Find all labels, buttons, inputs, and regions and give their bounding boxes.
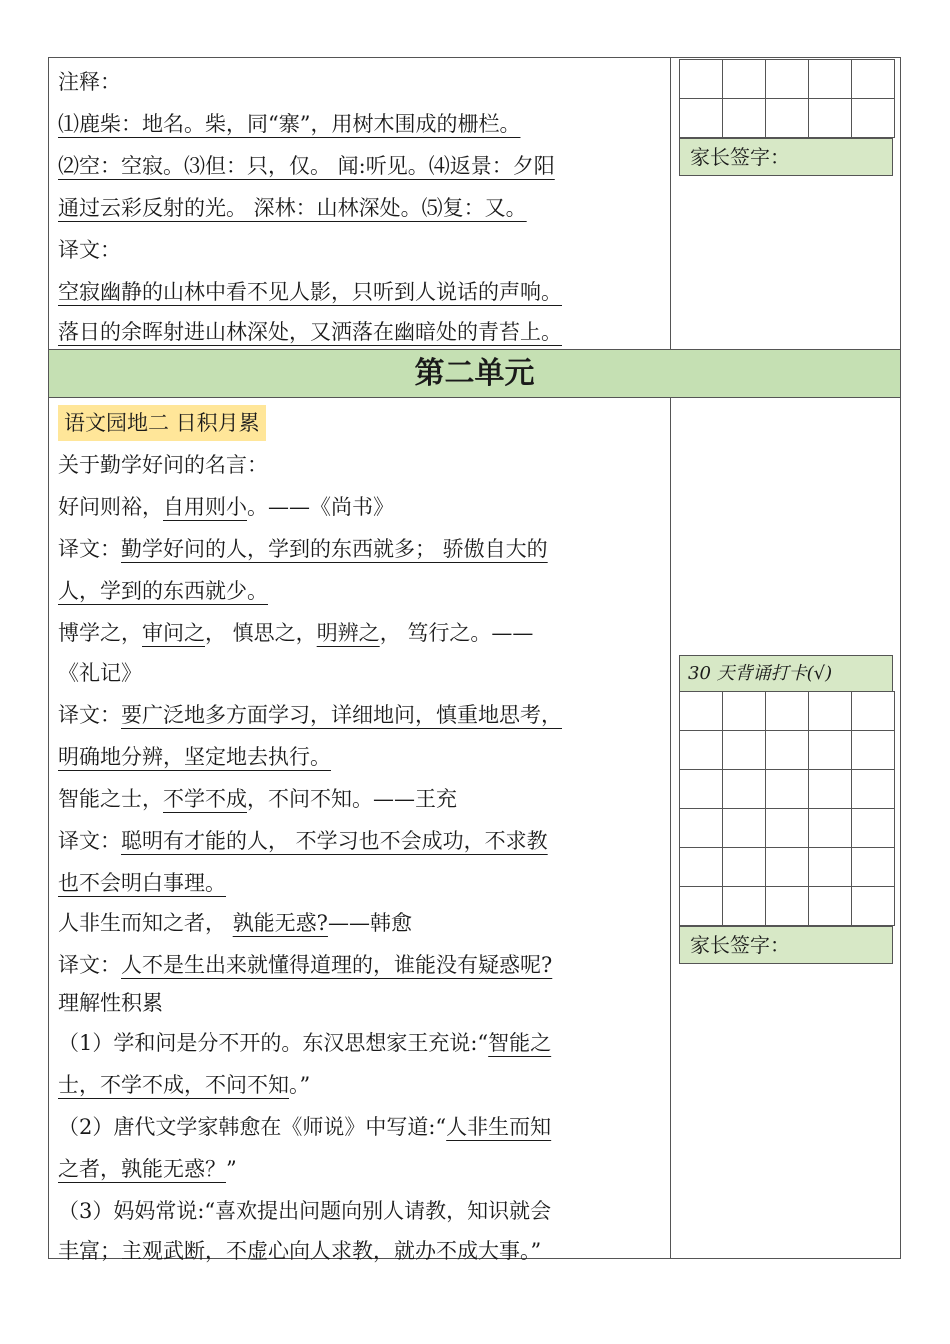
checkin-cell[interactable] bbox=[723, 770, 766, 809]
quote-line: 好问则裕，自用则小。——《尚书》 bbox=[58, 495, 394, 519]
checkin-cell[interactable] bbox=[723, 887, 766, 926]
checkin-grid-main bbox=[679, 691, 895, 926]
checkin-cell[interactable] bbox=[723, 809, 766, 848]
translation-line: 明确地分辨，坚定地去执行。 bbox=[58, 745, 331, 769]
subheading: 理解性积累 bbox=[58, 991, 163, 1015]
unit-title: 第二单元 bbox=[48, 349, 901, 398]
exercise-line: （3）妈妈常说:“喜欢提出问题向别人请教，知识就会 bbox=[58, 1199, 552, 1223]
checkin-cell[interactable] bbox=[852, 60, 895, 99]
checkin-cell[interactable] bbox=[680, 848, 723, 887]
checkin-cell[interactable] bbox=[766, 770, 809, 809]
exercise-line: （1）学和问是分不开的。东汉思想家王充说:“智能之 bbox=[58, 1031, 552, 1055]
translation-line: 译文：要广泛地多方面学习，详细地问，慎重地思考， bbox=[58, 703, 562, 727]
translation-line: 译文：勤学好问的人，学到的东西就多； 骄傲自大的 bbox=[58, 537, 548, 561]
checkin-cell[interactable] bbox=[723, 848, 766, 887]
checkin-cell[interactable] bbox=[766, 887, 809, 926]
parent-sign-top[interactable]: 家长签字： bbox=[679, 138, 893, 176]
section-tag bbox=[58, 403, 266, 443]
checkin-cell[interactable] bbox=[766, 731, 809, 770]
checkin-cell[interactable] bbox=[766, 809, 809, 848]
intro: 关于勤学好问的名言： bbox=[58, 453, 268, 477]
translation-line: 也不会明白事理。 bbox=[58, 871, 226, 895]
checkin-cell[interactable] bbox=[852, 692, 895, 731]
checkin-label: 30 天背诵打卡(√) bbox=[679, 655, 893, 692]
checkin-cell[interactable] bbox=[809, 731, 852, 770]
checkin-cell[interactable] bbox=[723, 731, 766, 770]
checkin-cell[interactable] bbox=[680, 60, 723, 99]
quote-line: 人非生而知之者， 孰能无惑?——韩愈 bbox=[58, 911, 412, 935]
checkin-cell[interactable] bbox=[809, 692, 852, 731]
checkin-cell[interactable] bbox=[723, 692, 766, 731]
checkin-cell[interactable] bbox=[852, 848, 895, 887]
checkin-cell[interactable] bbox=[809, 770, 852, 809]
exercise-line: 丰富；主观武断，不虚心向人求教，就办不成大事。” bbox=[58, 1239, 542, 1263]
checkin-cell[interactable] bbox=[852, 731, 895, 770]
checkin-cell[interactable] bbox=[680, 99, 723, 138]
translation-line: 落日的余晖射进山林深处，又洒落在幽暗处的青苔上。 bbox=[58, 320, 562, 344]
note-line: 通过云彩反射的光。 深林：山林深处。⑸复：又。 bbox=[58, 196, 527, 220]
checkin-cell[interactable] bbox=[766, 99, 809, 138]
checkin-cell[interactable] bbox=[809, 60, 852, 99]
quote-line: 博学之，审问之， 慎思之，明辨之， 笃行之。—— bbox=[58, 621, 534, 645]
checkin-cell[interactable] bbox=[766, 848, 809, 887]
source-line: 《礼记》 bbox=[58, 661, 142, 685]
checkin-cell[interactable] bbox=[680, 731, 723, 770]
exercise-line: 之者，孰能无惑？” bbox=[58, 1157, 237, 1181]
checkin-cell[interactable] bbox=[809, 809, 852, 848]
checkin-cell[interactable] bbox=[852, 887, 895, 926]
checkin-cell[interactable] bbox=[809, 99, 852, 138]
checkin-cell[interactable] bbox=[852, 770, 895, 809]
section-tag-text: 语文园地二 日积月累 bbox=[58, 405, 266, 441]
note-line: ⑴鹿柴：地名。柴，同“寨”，用树木围成的栅栏。 bbox=[58, 112, 521, 136]
checkin-cell[interactable] bbox=[680, 809, 723, 848]
parent-sign-main[interactable]: 家长签字： bbox=[679, 926, 893, 964]
checkin-grid-top bbox=[679, 59, 895, 138]
checkin-cell[interactable] bbox=[809, 887, 852, 926]
checkin-cell[interactable] bbox=[766, 692, 809, 731]
checkin-cell[interactable] bbox=[723, 99, 766, 138]
checkin-cell[interactable] bbox=[809, 848, 852, 887]
checkin-cell[interactable] bbox=[852, 99, 895, 138]
checkin-cell[interactable] bbox=[680, 887, 723, 926]
quote-line: 智能之士，不学不成，不问不知。——王充 bbox=[58, 787, 457, 811]
checkin-cell[interactable] bbox=[766, 60, 809, 99]
checkin-cell[interactable] bbox=[723, 60, 766, 99]
checkin-cell[interactable] bbox=[680, 770, 723, 809]
exercise-line: 士，不学不成，不问不知。” bbox=[58, 1073, 311, 1097]
notes-heading: 注释： bbox=[58, 70, 121, 94]
translation-line: 译文：人不是生出来就懂得道理的，谁能没有疑惑呢? bbox=[58, 953, 553, 977]
translation-line: 译文：聪明有才能的人， 不学习也不会成功，不求教 bbox=[58, 829, 548, 853]
checkin-cell[interactable] bbox=[852, 809, 895, 848]
note-line: ⑵空：空寂。⑶但：只，仅。 闻:听见。⑷返景：夕阳 bbox=[58, 154, 555, 178]
translation-line: 人，学到的东西就少。 bbox=[58, 579, 268, 603]
translation-heading: 译文： bbox=[58, 238, 121, 262]
checkin-cell[interactable] bbox=[680, 692, 723, 731]
translation-line: 空寂幽静的山林中看不见人影，只听到人说话的声响。 bbox=[58, 280, 562, 304]
exercise-line: （2）唐代文学家韩愈在《师说》中写道:“人非生而知 bbox=[58, 1115, 552, 1139]
